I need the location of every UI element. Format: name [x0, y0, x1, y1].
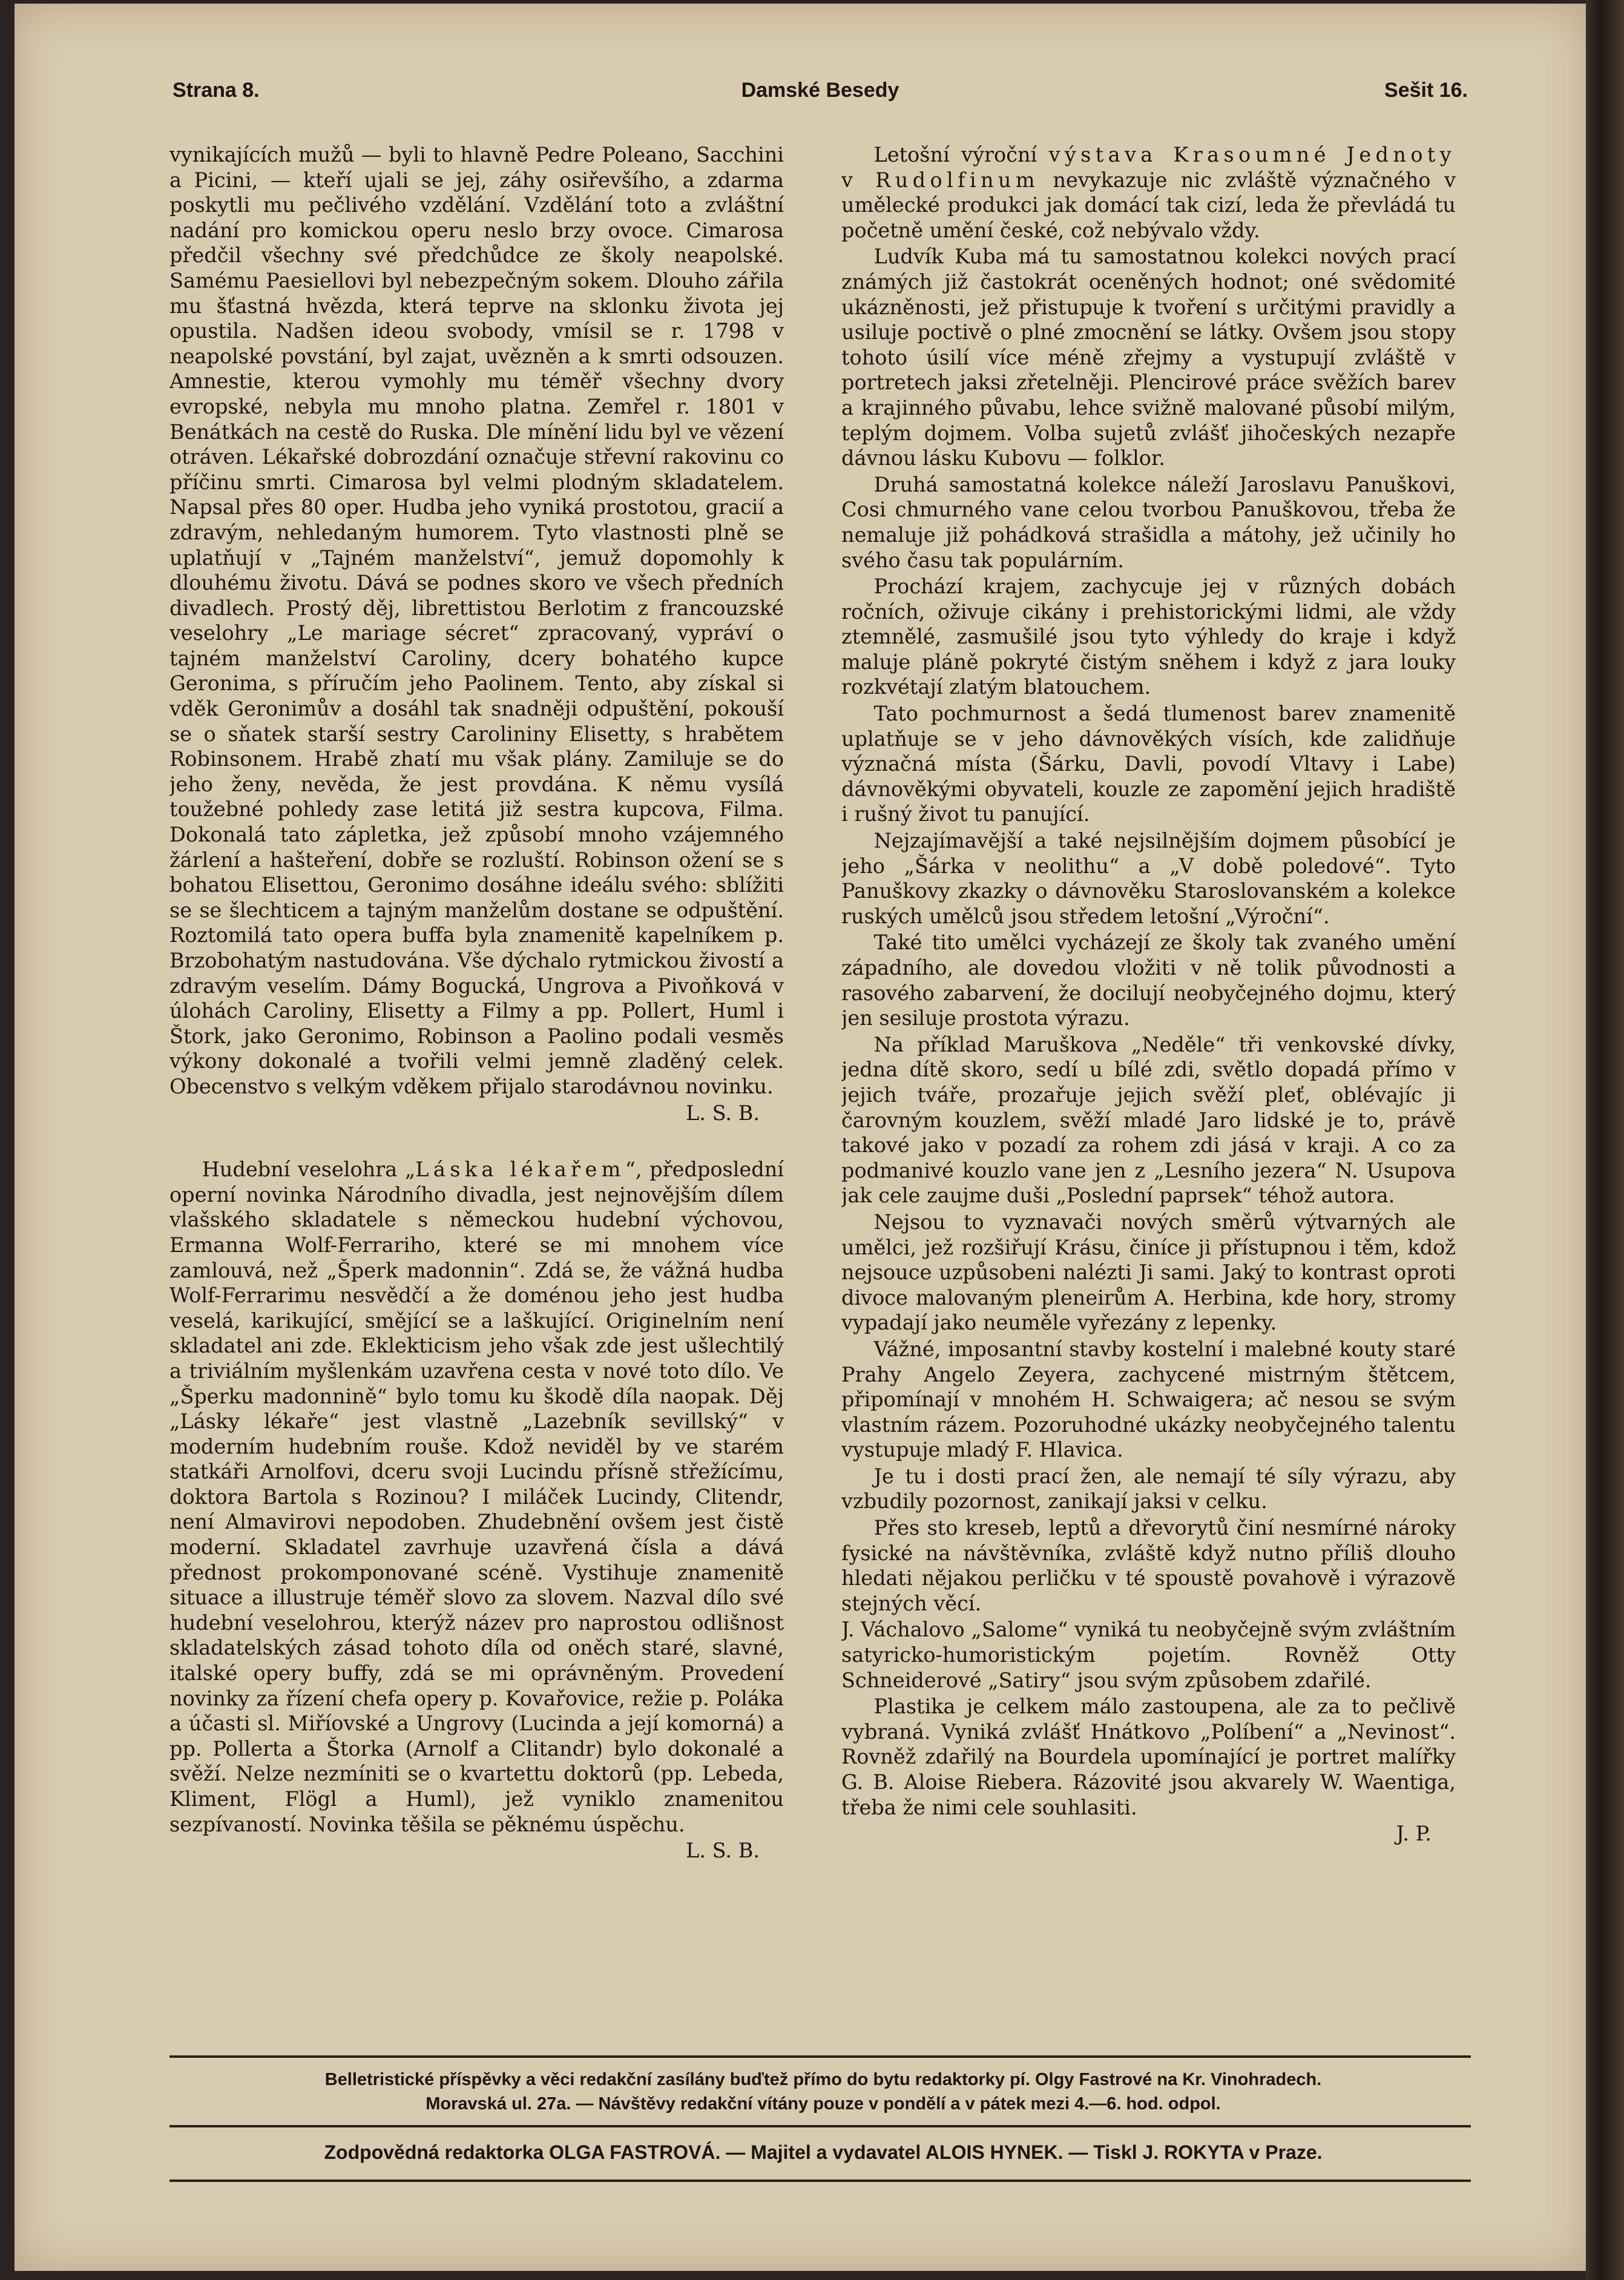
issue-number: Sešit 16.	[1384, 79, 1468, 102]
paragraph-prints: Přes sto kreseb, leptů a dřevorytů činí nesmírné nároky fysické na návštěvníka, zvláště když nutno příliš dlouho hledati nějakou perličku v té spoustě povahově i výrazově stejných věcí.	[841, 1516, 1456, 1615]
review-signature: L. S. B.	[686, 1839, 760, 1863]
divider	[169, 2055, 1471, 2058]
opera-title: Láska lékařem	[415, 1158, 625, 1182]
running-head	[173, 79, 1468, 115]
paragraph-villages: Tato pochmurnost a šedá tlumenost barev znamenitě uplatňuje se v jeho dávnověkých vísích, kde zalidňuje význačná místa (Šárku, Davli, povodí Vltavy i Labe) dávnověkými obyvateli, kouzle ze zapomění jejich hradiště i rušný život tu panující.	[841, 702, 1456, 826]
exhibition-intro: Letošní výroční výstava Krasoumné Jednoty v Rudolfinum nevykazuje nic zvláště význačného v umělecké produkci jak domácí tak cizí, leda že převládá tu početně umění české, což nebývalo vždy.	[841, 143, 1456, 242]
exhibition-title: výstava Krasoumné Jednoty v Rudolfinum	[841, 143, 1456, 192]
laska-lekarem-review: Hudební veselohra „Láska lékařem“, předposlední operní novinka Národního divadla, jest nejnovějším dílem vlašského skladatele s německou hudební výchovou, Ermanna Wolf-Ferrariho, které se mi mnohem více zamlouvá, než „Šperk madonnin“. Zdá se, že vážná hudba Wolf-Ferrarimu nesvědčí a že doménou jeho jest hudba veselá, karikující, smějící se a laškující. Originelním není skladatel ani zde. Eklekticism jeho však zde jest ušlechtilý a triviálním myšlenkám uzavřena cesta v nové toto dílo. Ve „Šperku madonnině“ bylo tomu ku škodě díla naopak. Děj „Lásky lékaře“ jest vlastně „Lazebník sevillský“ v moderním hudebním rouše. Kdož neviděl by ve starém statkáři Arnolfovi, dceru svoji Lucindu přísně střežícímu, doktora Bartola s Rozinou? I miláček Lucindy, Clitendr, není Almavirovi nepodoben. Zhudebnění ovšem jest čistě moderní. Skladatel zavrhuje uzavřená čísla a dává přednost prokomponované scéně. Vystihuje znamenitě situace a illustruje téměř slovo za slovem. Nazval dílo své hudební veselohrou, kterýž název pro naprostou odlišnost skladatelských zásad tohoto díla od oněch staré, slavné, italské opery buffy, zdá se mi oprávněným. Provedení novinky za řízení chefa opery p. Kovařovice, režie p. Poláka a účasti sl. Miříovské a Ungrovy (Lucinda a její komorná) a pp. Pollerta a Štorka (Arnolf a Clitandr) bylo dokonalé a svěží. Nelze nezmíniti se o kvartettu doktorů (pp. Lebeda, Kliment, Flögl a Huml), jež vyniklo znamenitou sezpívaností. Novinka těšila se pěknému úspěchu.	[169, 1158, 784, 1836]
cimarosa-review-text: vynikajících mužů — byli to hlavně Pedre Poleano, Sacchini a Picini, — kteří ujali se jej, záhy osiřevšího, a zdarma poskytli mu pečlivého vzdělání. Vzdělání toto a zvláštní nadání pro komickou operu neslo brzy ovoce. Cimarosa předčil všechny své předchůdce ze školy neapolské. Samému Paesiellovi byl nebezpečným sokem. Dlouho zářila mu šťastná hvězda, která teprve na sklonku života jej opustila. Nadšen ideou svobody, vmísil se r. 1798 v neapolské povstání, byl zajat, uvězněn a k smrti odsouzen. Amnestie, kterou vymohly mu téměř všechny dvory evropské, nebyla mu mnoho platna. Zemřel r. 1801 v Benátkách na cestě do Ruska. Dle mínění lidu byl ve vězení otráven. Lékařské dobrozdání označuje střevní rakovinu co příčinu smrti. Cimarosa byl velmi plodným skladatelem. Napsal přes 80 oper. Hudba jeho vyniká prostotou, gracií a zdravým, nehledaným humorem. Tyto vlastnosti plně se uplatňují v „Tajném manželství“, jemuž dopomohly k dlouhému životu. Dává se podnes skoro ve všech předních divadlech. Prostý děj, librettistou Berlotim z francouzské veselohry „Le mariage sécret“ zpracovaný, vypráví o tajném manželství Caroliny, dcery bohatého kupce Geronima, s příručím jeho Paolinem. Tento, aby získal si vděk Geronimův a dosáhl tak snadněji odpuštění, pokouší se o sňatek starší sestry Carolininy Elisetty, s hrabětem Robinsonem. Hrabě zhatí mu však plány. Zamiluje se do jeho ženy, nevěda, že jest provdána. K němu vysílá toužebné pohledy zase letitá již sestra kupcova, Filma. Dokonalá tato zápletka, jež způsobí mnoho vzájemného žárlení a hašteření, dobře se rozluští. Robinson ožení se s bohatou Elisettou, Geronimo dosáhne ideálu svého: sblížiti se se šlechticem a tajným manželům dostane se odpuštění. Roztomilá tato opera buffa byla znamenitě kapelníkem p. Brzobohatým nastudována. Vše dýchalo rytmickou živostí a zdravým veselím. Dámy Bogucká, Ungrova a Pivoňková v úlohách Caroliny, Elisetty a Filmy a pp. Pollert, Huml i Štork, jako Geronimo, Robinson a Paolino podali vesměs výkony dokonalé a tvořili velmi jemně zladěný celek. Obecenstvo s velkým vděkem přijalo starodávnou novinku.	[169, 143, 784, 1098]
magazine-title: Damské Besedy	[741, 79, 899, 102]
paragraph-sculpture: Plastika je celkem málo zastoupena, ale za to pečlivě vybraná. Vyniká zvlášť Hnátkovo „Políbení“ a „Nevinost“. Rovněž zdařilý na Bourdela upomínající je portret malířky G. B. Aloise Riebera. Rázovité jsou akvarely W. Waentiga, třeba že nimi cele souhlasiti.	[841, 1695, 1456, 1819]
review-signature: J. P.	[1396, 1822, 1432, 1846]
page-number: Strana 8.	[173, 79, 260, 102]
paragraph-sarka: Nejzajímavější a také nejsilnějším dojmem působící je jeho „Šárka v neolithu“ a „V době poledové“. Tyto Panuškovy zkazky o dávnověku Staroslovanském a kolekce ruských umělců jsou středem letošní „Výroční“.	[841, 829, 1456, 928]
binding-edge	[1586, 0, 1624, 2280]
paragraph-vachal: J. Váchalovo „Salome“ vyniká tu neobyčejně svým zvláštním satyricko-humoristickým pojetím. Rovněž Otty Schneiderové „Satiry“ jsou svým způsobem zdařilé.	[841, 1618, 1456, 1692]
paragraph-maruska: Na příklad Maruškova „Neděle“ tři venkovské dívky, jedna dítě skoro, sedí u bílé zdi, světlo dopadá přímo v jejich tváře, prozařuje jejich svěží pleť, oblévajíc ji čarovným kouzlem, svěží mladé Jaro lidské je to, právě takové jako v pozadí za rohem zdi jásá v kraji. A co za podmanivé kouzlo vane jen z „Lesního jezera“ N. Usupova jak cele zaujme duši „Poslední paprsek“ téhož autora.	[841, 1032, 1456, 1208]
divider	[169, 2180, 1471, 2182]
editorial-notice	[169, 2067, 1477, 2116]
notice-line: Moravská ul. 27a. — Návštěvy redakční vítány pouze v pondělí a v pátek mezi 4.—6. hod. odpol.	[426, 2094, 1221, 2114]
notice-line: Belletristické příspěvky a věci redakční zasílány buďtež přímo do bytu redaktorky pí. Olgy Fastrové na Kr. Vinohradech.	[324, 2070, 1322, 2089]
paragraph-landscapes: Prochází krajem, zachycuje jej v různých dobách ročních, oživuje cikány i prehistorickými lidmi, ale vždy ztemnělé, zasmušilé jsou tyto výhledy do kraje i když maluje pláně pokryté čistým sněhem i když z jara louky rozkvétají zlatým blatouchem.	[841, 575, 1456, 699]
paragraph-panuska: Druhá samostatná kolekce náleží Jaroslavu Panuškovi, Cosi chmurného vane celou tvorbou Panuškovou, třeba že nemaluje již pohádková strašidla a mátohy, jež učinily ho svého času tak populárním.	[841, 472, 1456, 572]
divider	[169, 2125, 1471, 2127]
paragraph-women: Je tu i dosti prací žen, ale nemají té síly výrazu, aby vzbudily pozornost, zanikají jaksi v celku.	[841, 1464, 1456, 1514]
imprint: Zodpovědná redaktorka OLGA FASTROVÁ. — Majitel a vydavatel ALOIS HYNEK. — Tiskl J. ROKYTA v Praze.	[324, 2141, 1323, 2163]
right-column	[841, 142, 1456, 2025]
paragraph-russian-artists: Také tito umělci vycházejí ze školy tak zvaného umění západního, ale dovedou vložiti v ně tolik původnosti a rasového zabarvení, že docilují neobyčejného dojmu, který jen sesiluje prostota výrazu.	[841, 931, 1456, 1030]
paragraph-kuba: Ludvík Kuba má tu samostatnou kolekci nových prací známých již častokrát oceněných hodnot; oné svědomité ukázněnosti, jež přistupuje k tvoření s určitými pravidly a usiluje poctivě o plné zmocnění se látky. Ovšem jsou stopy tohoto úsilí více méně zřejmy a vystupují zvláště v portretech jaksi zřetelněji. Plencirové práce svěžích barev a krajinného půvabu, lehce svižně malované působí milým, teplým dojmem. Volba sujetů zvlášť jihočeských nezapře dávnou lásku Kubovu — folklor.	[841, 245, 1456, 470]
left-column	[169, 142, 784, 2025]
paragraph-new-directions: Nejsou to vyznavači nových směrů výtvarných ale umělci, jež rozšiřují Krásu, činíce ji přístupnou i těm, kdož nejsouce uzpůsobeni nalézti Ji sami. Jaký to kontrast oproti divoce malovaným pleneirům A. Herbina, kde hory, stromy vypadají jako neuměle vyřezány z lepenky.	[841, 1210, 1456, 1335]
review-signature: L. S. B.	[686, 1101, 760, 1125]
paragraph-zeyer: Vážné, imposantní stavby kostelní i malebné kouty staré Prahy Angelo Zeyera, zachycené mistrným štětcem, připomínají v mnohém H. Schwaigera; ač nesou se svým vlastním rázem. Pozoruhodné ukázky neobyčejného talentu vystupuje mladý F. Hlavica.	[841, 1337, 1456, 1462]
